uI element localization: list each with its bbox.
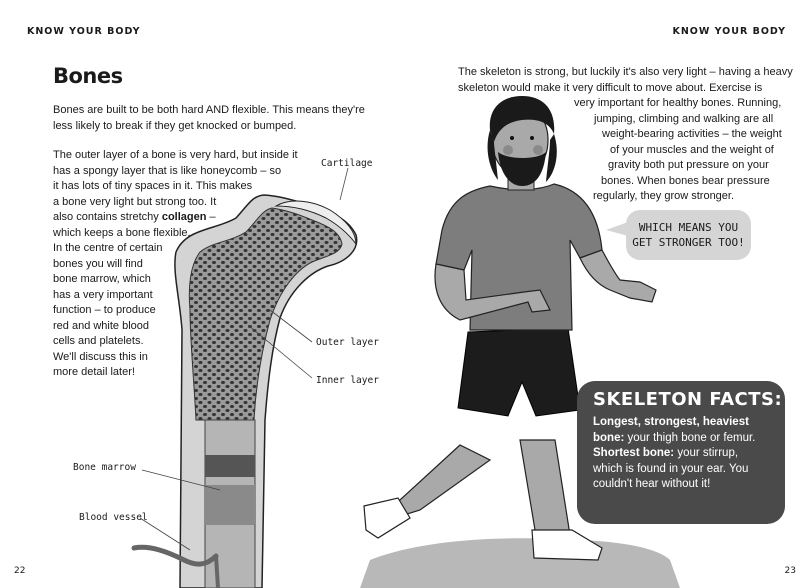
ground-patch <box>360 538 680 588</box>
facts-title: SKELETON FACTS: <box>593 389 783 410</box>
body-line: bones you will find <box>53 257 143 270</box>
page-number-right: 23 <box>784 566 796 576</box>
speech-text <box>626 210 751 250</box>
front-leg <box>520 440 570 535</box>
page-title: Bones <box>53 64 123 88</box>
page-number-left: 22 <box>14 566 26 576</box>
body-text: also contains stretchy <box>53 211 162 223</box>
label-cartilage: Cartilage <box>321 158 373 169</box>
speech-line: WHICH MEANS YOU <box>638 221 739 234</box>
intro-line: Bones are built to be both hard AND flexible. This means they're <box>53 104 365 116</box>
body-line: red and white blood <box>53 319 150 332</box>
label-outer-layer: Outer layer <box>316 337 379 348</box>
body-line: In the centre of certain <box>53 242 163 254</box>
body-line: skeleton would make it very difficult to move about. Exercise is <box>458 81 763 94</box>
facts-text: couldn't hear without it! <box>593 478 711 490</box>
facts-text: which is found in your ear. You <box>593 462 749 475</box>
body-line: regularly, they grow stronger. <box>593 190 735 202</box>
marrow-light-band <box>205 485 255 525</box>
speech-bubble <box>626 210 751 260</box>
body-text: – <box>206 211 216 223</box>
facts-bold: Longest, strongest, heaviest <box>593 416 749 428</box>
label-blood-vessel: Blood vessel <box>79 512 148 523</box>
running-header-left: KNOW YOUR BODY <box>27 26 141 37</box>
body-line: weight-bearing activities – the weight <box>602 128 782 140</box>
label-bone-marrow: Bone marrow <box>73 462 136 473</box>
intro-line: less likely to break if they get knocked or bumped. <box>53 119 297 132</box>
body-line: We'll discuss this in <box>53 350 148 363</box>
body-line: cells and platelets. <box>53 335 144 347</box>
collagen-term: collagen <box>161 211 207 223</box>
skeleton-facts-box <box>577 381 785 524</box>
body-line: which keeps a bone flexible. <box>53 226 191 239</box>
facts-body <box>593 415 783 493</box>
label-inner-layer: Inner layer <box>316 375 379 386</box>
body-line: very important for healthy bones. Running, <box>574 97 782 109</box>
running-header-right: KNOW YOUR BODY <box>672 26 786 37</box>
facts-text: your thigh bone or femur. <box>624 431 756 444</box>
speech-line: GET STRONGER TOO! <box>632 236 745 249</box>
marrow-dark-band <box>205 455 255 477</box>
facts-text: your stirrup, <box>674 447 739 459</box>
shorts <box>458 328 580 416</box>
body-line: function – to produce <box>53 304 156 316</box>
speech-bubble-tail <box>606 220 630 240</box>
body-line: of your muscles and the weight of <box>610 143 774 156</box>
body-line: The outer layer of a bone is very hard, but inside it <box>53 149 298 161</box>
body-line: has a very important <box>53 288 153 301</box>
front-shoe <box>532 530 602 560</box>
body-line: jumping, climbing and walking are all <box>594 112 774 125</box>
facts-bold: Shortest bone: <box>593 447 675 459</box>
body-line: bones. When bones bear pressure <box>601 174 770 187</box>
facts-bold: bone: <box>593 431 625 444</box>
body-line: a bone very light but strong too. It <box>53 195 217 208</box>
body-line: it has lots of tiny spaces in it. This makes <box>53 180 253 192</box>
body-line: has a spongy layer that is like honeycomb – so <box>53 164 282 177</box>
body-line: The skeleton is strong, but luckily it's also very light – having a heavy <box>458 66 793 78</box>
body-line: gravity both put pressure on your <box>608 159 769 171</box>
body-line: more detail later! <box>53 366 135 378</box>
body-line: bone marrow, which <box>53 273 151 285</box>
